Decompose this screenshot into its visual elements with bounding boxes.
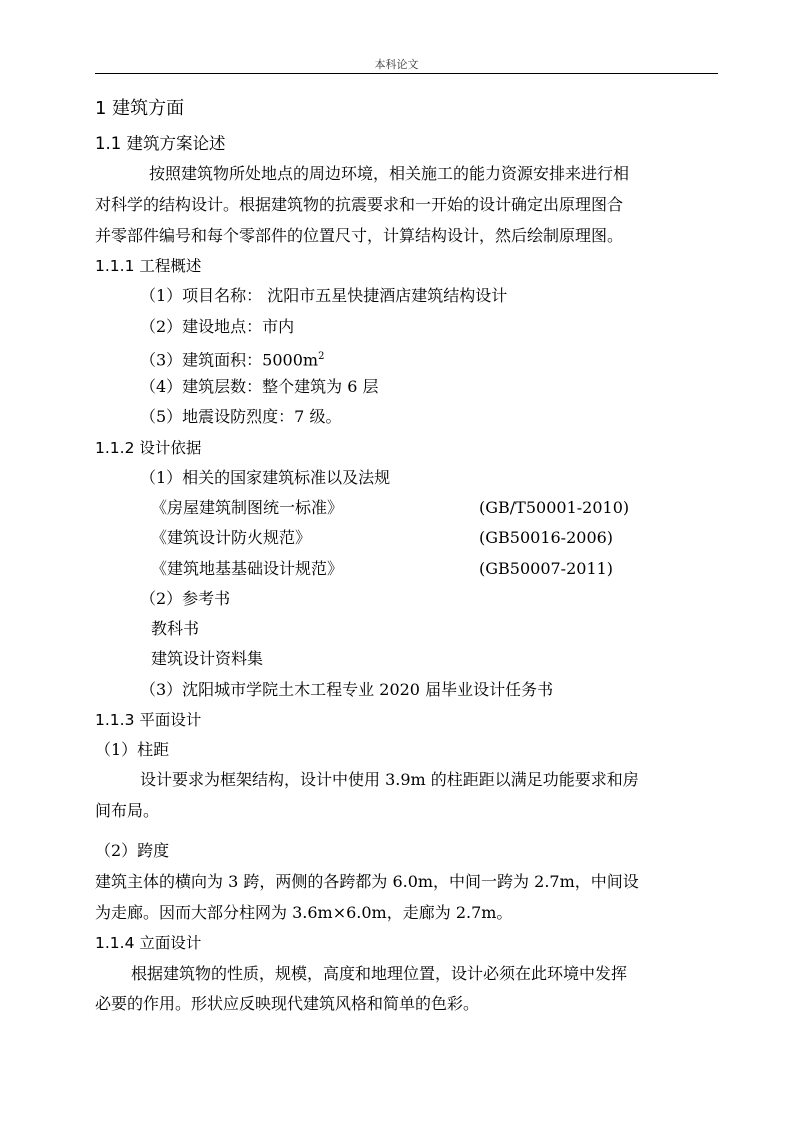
intro-line-3: 并零部件编号和每个零部件的位置尺寸，计算结构设计，然后绘制原理图。 bbox=[95, 226, 624, 245]
column-spacing-line-1: 设计要求为框架结构，设计中使用 3.9m 的柱距距以满足功能要求和房 bbox=[140, 770, 639, 789]
column-spacing-line-2: 间布局。 bbox=[95, 801, 160, 820]
page-header: 本科论文 bbox=[374, 58, 419, 71]
reference-book: 教科书 bbox=[151, 619, 200, 638]
floors-item: （4）建筑层数：整个建筑为 6 层 bbox=[140, 377, 379, 396]
area-superscript: 2 bbox=[318, 351, 325, 362]
area-item: （3）建筑面积：$5000m^2$ bbox=[140, 350, 325, 370]
heading-1: 1 建筑方面 bbox=[95, 98, 185, 119]
basis-item-1: （1）相关的国家建筑标准以及法规 bbox=[140, 468, 391, 487]
reference-book: 建筑设计资料集 bbox=[151, 649, 264, 668]
standard-name: 《房屋建筑制图统一标准》 bbox=[151, 498, 344, 517]
project-name-item: （1）项目名称： 沈阳市五星快捷酒店建筑结构设计 bbox=[140, 286, 508, 305]
elevation-line-1: 根据建筑物的性质，规模，高度和地理位置，设计必须在此环境中发挥 bbox=[131, 964, 628, 983]
basis-item-3: （3）沈阳城市学院土木工程专业 2020 届毕业设计任务书 bbox=[140, 680, 554, 699]
intro-line-2: 对科学的结构设计。根据建筑物的抗震要求和一开始的设计确定出原理图合 bbox=[95, 195, 624, 214]
standard-name: 《建筑设计防火规范》 bbox=[151, 528, 312, 547]
heading-1-1: 1.1 建筑方案论述 bbox=[95, 134, 226, 153]
span-subheading: （2）跨度 bbox=[95, 841, 170, 860]
span-line-2: 为走廊。因而大部分柱网为 3.6m×6.0m，走廊为 2.7m。 bbox=[95, 903, 513, 922]
standard-code: (GB50007-2011) bbox=[479, 559, 614, 578]
location-item: （2）建设地点：市内 bbox=[140, 317, 295, 336]
heading-1-1-1: 1.1.1 工程概述 bbox=[95, 257, 202, 275]
seismic-item: （5）地震设防烈度：7 级。 bbox=[140, 407, 342, 426]
intro-line-1: 按照建筑物所处地点的周边环境，相关施工的能力资源安排来进行相 bbox=[149, 164, 630, 183]
heading-1-1-4: 1.1.4 立面设计 bbox=[95, 934, 202, 952]
basis-item-2: （2）参考书 bbox=[140, 589, 231, 608]
column-spacing-subheading: （1）柱距 bbox=[95, 740, 170, 759]
heading-1-1-2: 1.1.2 设计依据 bbox=[95, 439, 202, 457]
standard-code: (GB50016-2006) bbox=[479, 528, 614, 547]
header-rule bbox=[95, 73, 718, 74]
elevation-line-2: 必要的作用。形状应反映现代建筑风格和简单的色彩。 bbox=[95, 994, 480, 1013]
span-line-1: 建筑主体的横向为 3 跨，两侧的各跨都为 6.0m，中间一跨为 2.7m，中间设 bbox=[95, 872, 639, 891]
heading-1-1-3: 1.1.3 平面设计 bbox=[95, 711, 202, 729]
standard-code: (GB/T50001-2010) bbox=[479, 498, 630, 517]
standard-name: 《建筑地基基础设计规范》 bbox=[151, 559, 344, 578]
